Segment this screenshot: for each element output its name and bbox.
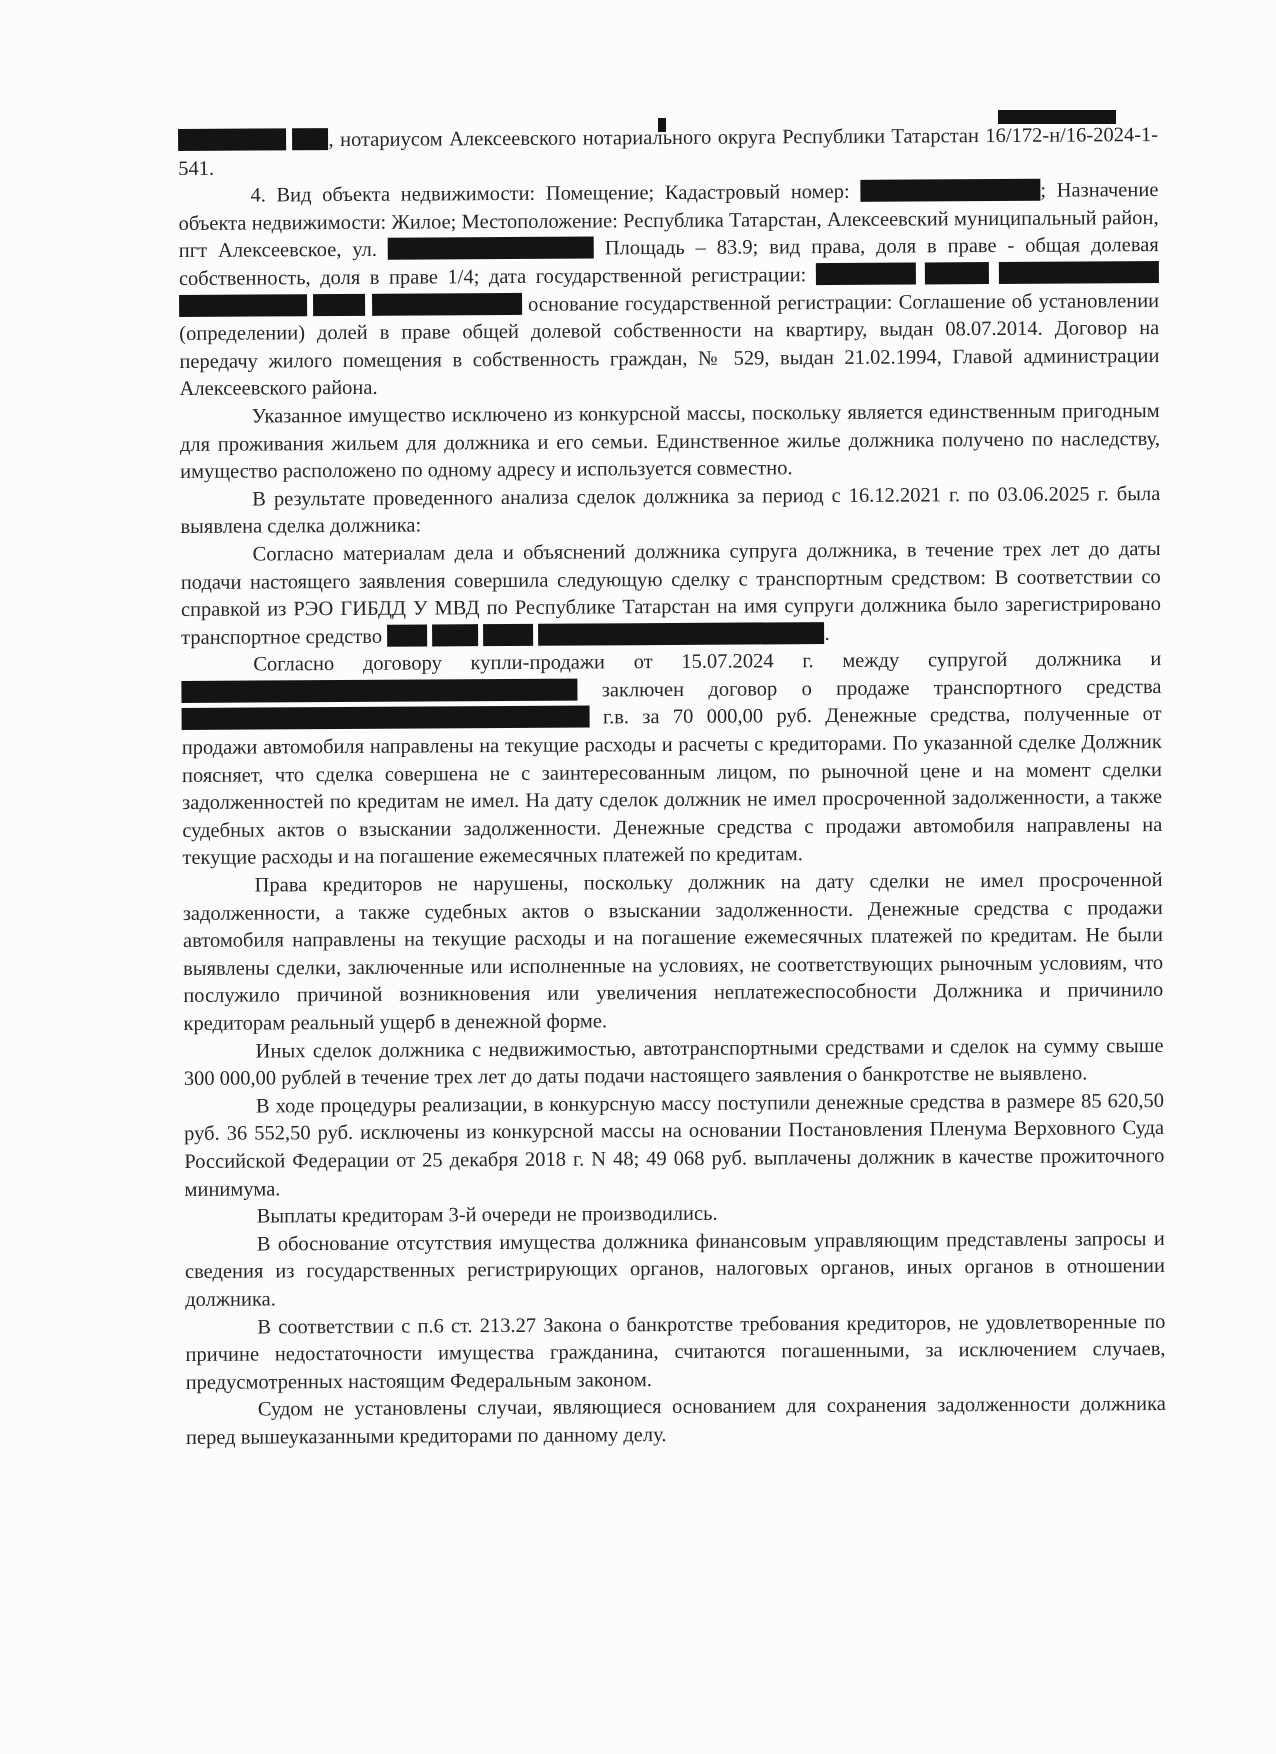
paragraph-text: основание государственной регистрации: Соглашение об установлении (определении) долей в праве общей долевой собственности на квартиру, выдан 08.07.2014. Договор на передачу жилого помещения в собственность граждан, № 529, выдан 21.02.1994, Главой администрации Алексеевского района. xyxy=(179,289,1160,401)
redaction-bar xyxy=(372,292,522,315)
redaction-bar xyxy=(292,128,328,150)
redaction-bar xyxy=(860,179,1040,202)
paragraph: В соответствии с п.6 ст. 213.27 Закона о банкротстве требования кредиторов, не удовлетворенные по причине недостаточности имущества гражданина, считаются погашенными, за исключением случаев, предусмотренных настоящим Федеральным законом. xyxy=(185,1310,1166,1394)
paragraph xyxy=(178,122,1158,183)
redaction-bar xyxy=(181,678,577,702)
paragraph: Судом не установлены случаи, являющиеся основанием для сохранения задолженности должника перед вышеуказанными кредиторами по данному делу. xyxy=(185,1393,1166,1449)
paragraph-text: г.в. за 70 000,00 руб. Денежные средства, полученные от продажи автомобиля направлены на текущие расходы и расчеты с кредиторами. По указанной сделке Должник поясняет, что сделка совершена не с заинтересованным лицом, по рыночной цене и на момент сделки задолженностей по кредитам не имел. На дату сделок должник не имел просроченной задолженности, а также судебных актов о взыскании задолженности. Денежные средства с продажи автомобиля направлены на текущие расходы и на погашение ежемесячных платежей по кредитам. xyxy=(181,703,1163,870)
document-body xyxy=(178,122,1166,1452)
paragraph-text: 4. Вид объекта недвижимости: Помещение; Кадастровый номер: xyxy=(250,181,861,207)
paragraph xyxy=(178,177,1159,404)
paragraph-text: , нотариусом Алексеевского нотариального округа Республики Татарстан 16/172-н/16-2024-1-541. xyxy=(178,124,1159,180)
redaction-bar xyxy=(432,624,478,646)
paragraph: Права кредиторов не нарушены, поскольку должник на дату сделки не имел просроченной задолженности, а также судебных актов о взыскании задолженности. Денежные средства с продажи автомобиля направлены на текущие расходы и на погашение ежемесячных платежей по кредитам. Не были выявлены сделки, заключенные или исполненные на условиях, не соответствующих рыночным условиям, что послужило причиной возникновения или увеличения неплатежеспособности Должника и причинило кредиторам реальный ущерб в денежной форме. xyxy=(182,869,1164,1035)
redaction-bar xyxy=(388,237,594,260)
paragraph: Указанное имущество исключено из конкурсной массы, поскольку является единственным пригодным для проживания жильем для должника и его семьи. Единственное жилье должника получено по наследству, имущество расположено по одному адресу и используется совместно. xyxy=(179,399,1160,484)
paragraph-text: Согласно договору купли-продажи от 15.07.2024 г. между супругой должника и xyxy=(253,648,1162,676)
redaction-bar xyxy=(387,624,427,646)
paragraph: В обоснование отсутствия имущества должника финансовым управляющим представлены запросы и сведения из государственных регистрирующих органов, налоговых органов, иных органов в отношении должника. xyxy=(184,1227,1166,1311)
redaction-bar xyxy=(179,294,307,317)
redaction-bar xyxy=(313,293,365,315)
paragraph: Выплаты кредиторам 3-й очереди не производились. xyxy=(256,1202,718,1228)
paragraph-text: Согласно материалам дела и объяснений должника супруга должника, в течение трех лет до даты подачи настоящего заявления совершила следующую сделку с транспортным средством: В соответствии со справкой из РЭО ГИБДД У МВД по Республике Татарстан на имя супруги должника было зарегистрировано транспортное средство xyxy=(180,537,1161,649)
paragraph: В ходе процедуры реализации, в конкурсную массу поступили денежные средства в размере 85 620,50 руб. 36 552,50 руб. исключены из конкурсной массы на основании Постановления Пленума Верховного Суда Российской Федерации от 25 декабря 2018 г. N 48; 49 068 руб. выплачены должник в качестве прожиточного минимума. xyxy=(184,1089,1165,1201)
redaction-bar xyxy=(999,261,1159,284)
redaction-bar xyxy=(816,262,916,285)
redaction-bar xyxy=(178,128,286,151)
paragraph: Иных сделок должника с недвижимостью, автотранспортными средствами и сделок на сумму свыше 300 000,00 рублей в течение трех лет до даты подачи настоящего заявления о банкротстве не выявлено. xyxy=(183,1034,1164,1091)
paragraph-text: заключен договор о продаже транспортного средства xyxy=(577,675,1162,702)
redaction-bar xyxy=(538,622,824,646)
paragraph-text: Площадь – 83.9; вид права, доля в праве - общая долевая собственность, доля в праве 1/4; дата государственной регистрации: xyxy=(178,234,1159,290)
paragraph-text: ; Назначение объекта недвижимости: Жилое; Местоположение: Республика Татарстан, Алексеевский муниципальный район, пгт Алексеевское, ул. xyxy=(178,179,1159,263)
paragraph xyxy=(181,536,1162,652)
paragraph: В результате проведенного анализа сделок должника за период с 16.12.2021 г. по 03.06.2025 г. была выявлена сделка должника: xyxy=(180,482,1161,539)
paragraph-text: . xyxy=(824,622,830,645)
paragraph xyxy=(181,646,1162,873)
redaction-bar xyxy=(483,624,533,646)
redaction-bar xyxy=(182,706,590,730)
redaction-bar xyxy=(925,262,989,284)
